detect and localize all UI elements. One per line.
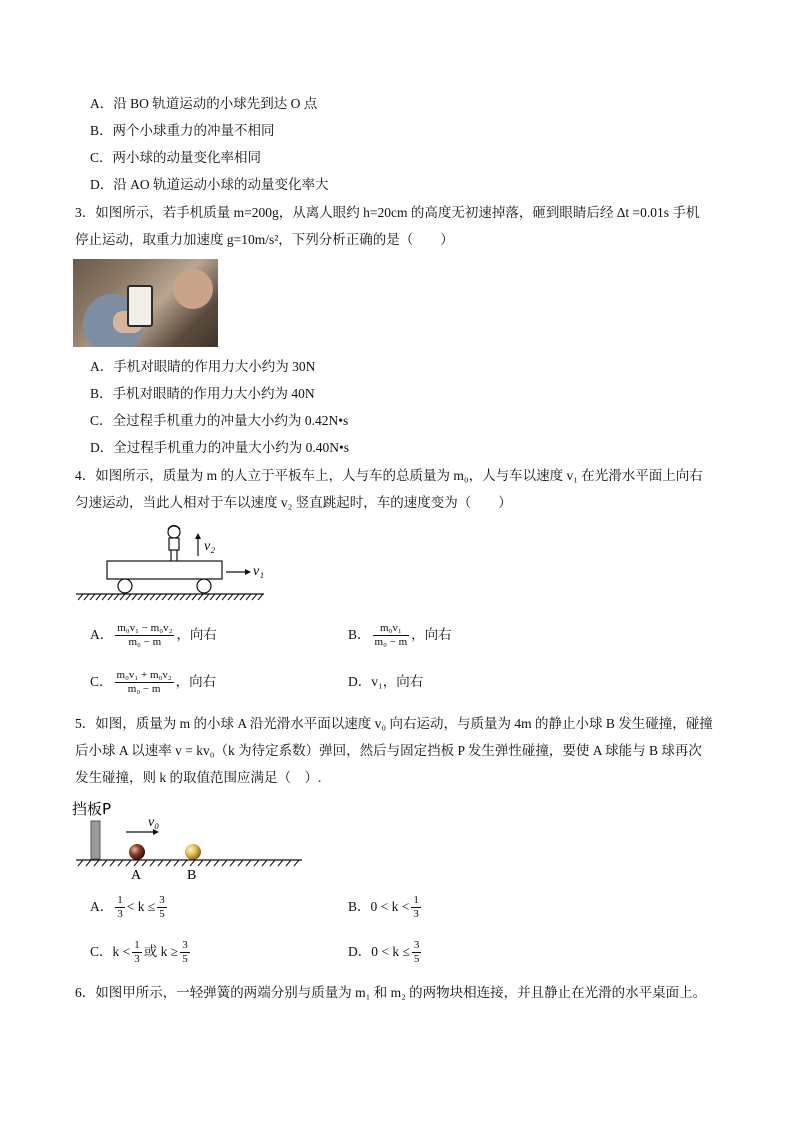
ball-a xyxy=(129,844,145,860)
wall-p xyxy=(91,821,100,859)
collision-figure xyxy=(70,796,310,884)
q2-option-a: A．沿 BO 轨道运动的小球先到达 O 点 xyxy=(90,96,318,111)
ground-hatching xyxy=(78,594,263,600)
photo-person-head xyxy=(173,269,213,309)
q3-stem-line1: 3．如图所示，若手机质量 m=200g，从离人眼约 h=20cm 的高度无初速掉落，砸到眼睛后经 Δt =0.01s 手机 xyxy=(75,205,700,220)
q3-option-a: A．手机对眼睛的作用力大小约为 30N xyxy=(90,359,316,374)
person-icon xyxy=(168,526,180,562)
ball-b xyxy=(185,844,201,860)
q5-option-c: C．k < $\frac{1}{3}$ 或 k ≥ $\frac{3}{5}$ xyxy=(90,939,188,966)
q3-option-d: D．全过程手机重力的冲量大小约为 0.40N•s xyxy=(90,440,349,455)
q4-stem-line2: 匀速运动，当此人相对于车以速度 v₂ 竖直跳起时，车的速度变为（ ） xyxy=(75,495,512,510)
wall-label: 挡板P xyxy=(72,800,112,818)
q3-stem-line2: 停止运动，取重力加速度 g=10m/s²，下列分析正确的是（ ） xyxy=(75,232,454,247)
cart-figure xyxy=(70,520,270,606)
ball-a-label: A xyxy=(131,868,142,883)
q5-option-d: D．0 < k ≤ $\frac{3}{5}$ xyxy=(348,939,420,966)
cart-wheel-left xyxy=(118,579,132,593)
q5-stem-line1: 5．如图，质量为 m 的小球 A 沿光滑水平面以速度 v₀ 向右运动，与质量为 4m 的静止小球 B 发生碰撞，碰撞 xyxy=(75,716,713,731)
q6-stem-line1: 6．如图甲所示，一轻弹簧的两端分别与质量为 m₁ 和 m₂ 的两物块相连接，并且静止在光滑的水平桌面上。 xyxy=(75,985,707,1000)
q4-stem-line1: 4．如图所示，质量为 m 的人立于平板车上，人与车的总质量为 m₀，人与车以速度 v₁ 在光滑水平面上向右 xyxy=(75,468,703,483)
q3-option-c: C．全过程手机重力的冲量大小约为 0.42N•s xyxy=(90,413,349,428)
cart-body xyxy=(107,561,222,579)
q2-option-b: B．两个小球重力的冲量不相同 xyxy=(90,123,275,138)
q4-option-d: D．v₁，向右 xyxy=(348,674,424,689)
q5-stem-line2: 后小球 A 以速率 v = kv₀（k 为待定系数）弹回，然后与固定挡板 P 发生弹性碰撞，要使 A 球能与 B 球再次 xyxy=(75,743,702,758)
v1-label: v₁ xyxy=(253,564,265,579)
q4-option-b: B． $\frac{\text{m₀v₁}}{\text{m₀ − m}}$ ，向右 xyxy=(348,622,452,649)
q4-option-a: A． $\frac{\text{m₀v₁ − m₀v₂}}{\text{m₀ − m}}$ ，向右 xyxy=(90,622,217,649)
cart-wheel-right xyxy=(197,579,211,593)
q5-option-a: A． $\frac{1}{3}$ < k ≤ $\frac{3}{5}$ xyxy=(90,894,165,921)
phone-on-face-photo xyxy=(73,259,218,347)
q3-option-b: B．手机对眼睛的作用力大小约为 40N xyxy=(90,386,315,401)
q5-stem-line3: 发生碰撞，则 k 的取值范围应满足（ ）. xyxy=(75,770,322,785)
q4-option-c: C． $\frac{\text{m₀v₁ + m₀v₂}}{\text{m₀ − m}}$ ，向右 xyxy=(90,669,217,696)
q2-option-d: D．沿 AO 轨道运动小球的动量变化率大 xyxy=(90,177,329,192)
v0-label: v₀ xyxy=(148,815,160,830)
floor-hatching xyxy=(78,860,299,866)
q5-option-b: B．0 < k < $\frac{1}{3}$ xyxy=(348,894,419,921)
q2-option-c: C．两小球的动量变化率相同 xyxy=(90,150,262,165)
v2-label: v₂ xyxy=(204,539,216,554)
ball-b-label: B xyxy=(187,868,197,883)
photo-phone xyxy=(127,285,153,327)
